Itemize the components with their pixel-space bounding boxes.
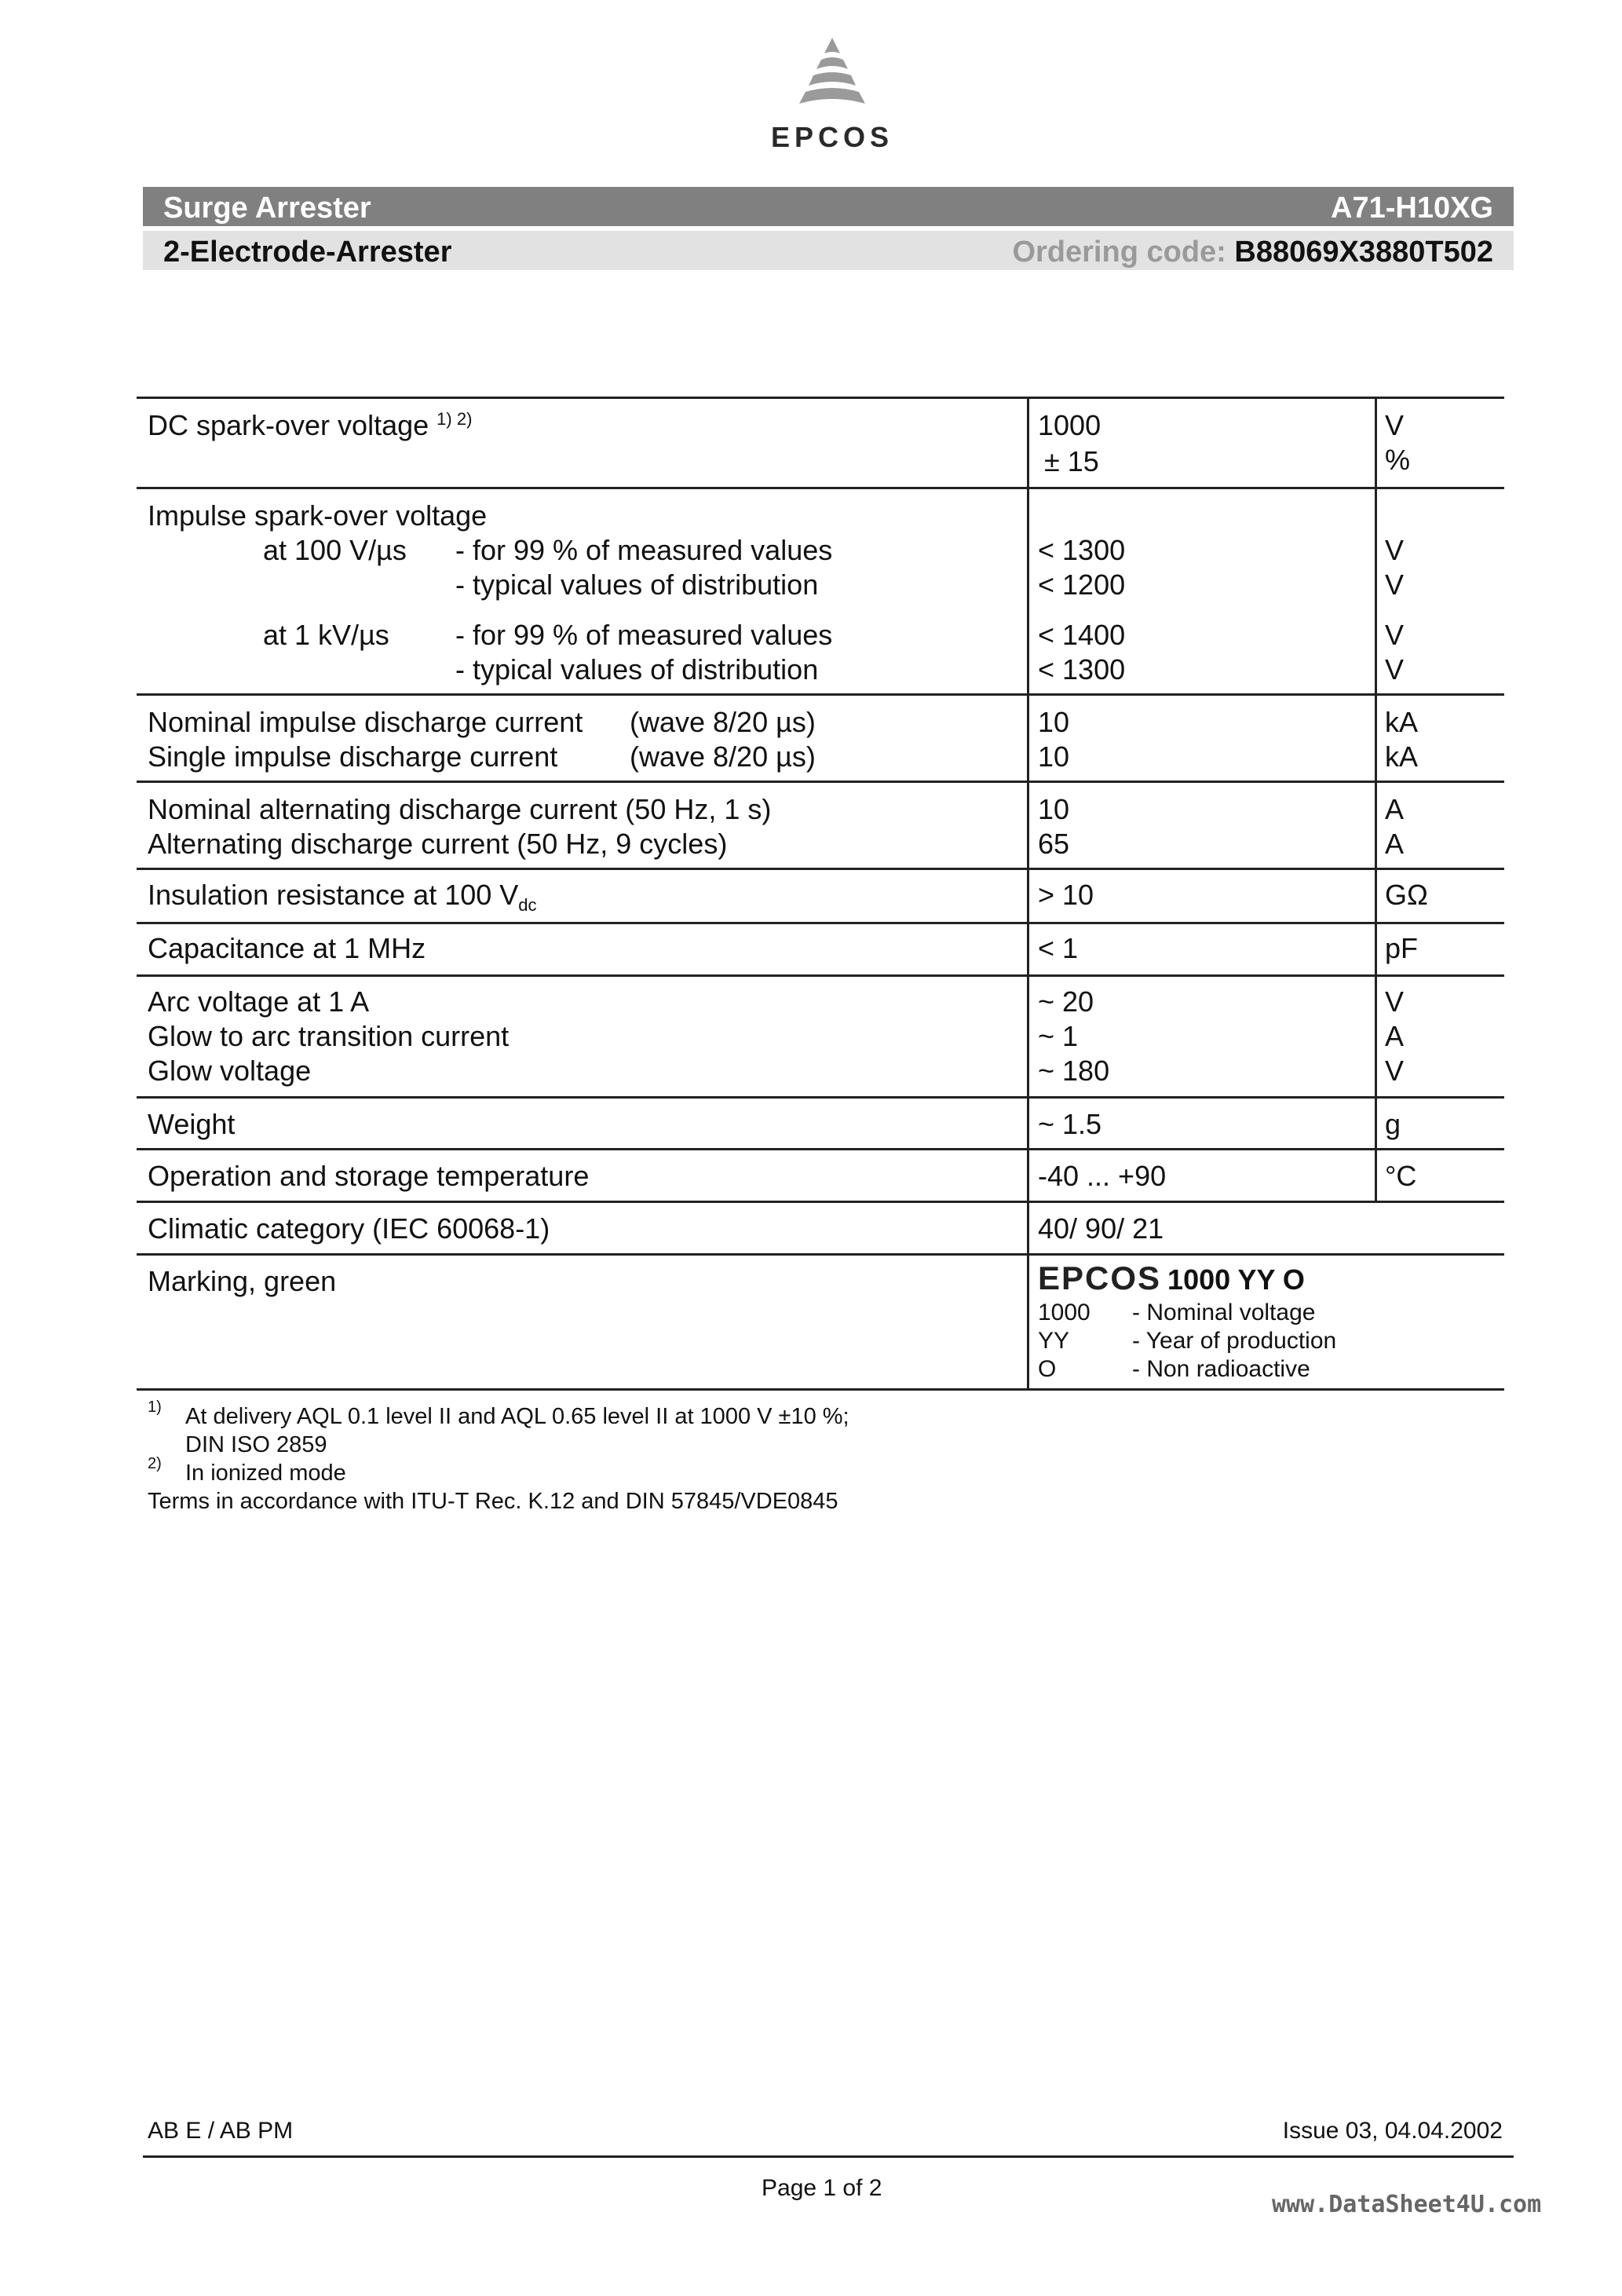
table-rule (137, 1096, 1504, 1099)
table-rule (137, 487, 1504, 489)
header-bar-title (143, 187, 1514, 226)
climatic-label: Climatic category (IEC 60068-1) (148, 1212, 550, 1245)
dc-spark-tolerance: ± 15 (1044, 445, 1099, 477)
terms-text: Terms in accordance with ITU-T Rec. K.12 and DIN 57845/VDE0845 (148, 1489, 838, 1514)
header-bar-subtitle (143, 231, 1514, 270)
table-rule (137, 693, 1504, 696)
footer-issue: Issue 03, 04.04.2002 (1282, 2118, 1503, 2144)
alt-unit: A (1385, 828, 1405, 860)
dc-spark-unit: V (1385, 409, 1405, 441)
page-number: Page 1 of 2 (762, 2175, 882, 2201)
impulse-unit: V (1385, 569, 1405, 601)
ordering-code-value: B88069X3880T502 (1234, 236, 1493, 269)
table-rule (137, 1253, 1504, 1256)
dc-spark-value: 1000 (1038, 409, 1101, 441)
table-column-divider (1375, 397, 1377, 1201)
single-impulse-unit: kA (1385, 740, 1419, 773)
impulse-value: < 1300 (1038, 653, 1126, 686)
table-rule (137, 397, 1504, 399)
nominal-impulse-wave: (wave 8/20 µs) (630, 706, 816, 738)
dc-spark-label: DC spark-over voltage $^{1) 2)}$ (148, 409, 473, 441)
marking-desc: - Year of production (1132, 1328, 1337, 1354)
footnote-2-mark: 2) (148, 1455, 162, 1472)
temperature-value: -40 ... +90 (1038, 1160, 1167, 1192)
footer-rule (143, 2155, 1514, 2158)
table-rule (137, 781, 1504, 783)
ordering-code-label: Ordering code: (1012, 236, 1226, 269)
weight-value: ~ 1.5 (1038, 1108, 1102, 1140)
arc-value: ~ 20 (1038, 985, 1094, 1018)
marking-desc: - Non radioactive (1132, 1356, 1310, 1382)
logo-text: EPCOS (770, 121, 894, 153)
capacitance-value: < 1 (1038, 932, 1079, 964)
impulse-cond-100: at 100 V/µs (263, 534, 407, 566)
table-rule (137, 1388, 1504, 1391)
nominal-alt-value: 10 (1038, 793, 1070, 825)
insulation-value: > 10 (1038, 879, 1094, 911)
arc-unit: V (1385, 985, 1405, 1018)
marking-key: O (1038, 1356, 1057, 1382)
impulse-unit: V (1385, 653, 1405, 686)
impulse-unit: V (1385, 619, 1405, 651)
single-impulse-label: Single impulse discharge current (148, 740, 558, 773)
impulse-value: < 1200 (1038, 569, 1126, 601)
marking-code (1038, 1261, 1305, 1297)
table-rule (137, 974, 1504, 977)
glow-label: Glow voltage (148, 1055, 312, 1087)
table-rule (137, 922, 1504, 924)
table-rule (137, 868, 1504, 870)
marking-desc: - Nominal voltage (1132, 1300, 1316, 1325)
glow-arc-label: Glow to arc transition current (148, 1020, 510, 1052)
impulse-desc: - for 99 % of measured values (455, 534, 833, 566)
glow-arc-unit: A (1385, 1020, 1405, 1052)
impulse-unit: V (1385, 534, 1405, 566)
impulse-desc: - for 99 % of measured values (455, 619, 833, 651)
climatic-value: 40/ 90/ 21 (1038, 1212, 1164, 1245)
weight-label: Weight (148, 1108, 236, 1140)
marking-key: YY (1038, 1328, 1070, 1354)
table-rule (137, 1201, 1504, 1203)
insulation-unit: GΩ (1385, 879, 1428, 911)
footnote-2-text: In ionized mode (185, 1461, 346, 1486)
nominal-impulse-label: Nominal impulse discharge current (148, 706, 583, 738)
footer-department: AB E / AB PM (148, 2118, 294, 2144)
impulse-label: Impulse spark-over voltage (148, 499, 488, 532)
nominal-impulse-value: 10 (1038, 706, 1070, 738)
impulse-cond-1k: at 1 kV/µs (263, 619, 389, 651)
ordering-code (1012, 236, 1493, 269)
impulse-value: < 1300 (1038, 534, 1126, 566)
impulse-desc: - typical values of distribution (455, 653, 819, 686)
single-impulse-wave: (wave 8/20 µs) (630, 740, 816, 773)
marking-logo: EPCOS (1038, 1260, 1162, 1296)
alt-value: 65 (1038, 828, 1070, 860)
nominal-alt-unit: A (1385, 793, 1405, 825)
nominal-impulse-unit: kA (1385, 706, 1419, 738)
marking-key: 1000 (1038, 1300, 1090, 1325)
footnote-1-mark: 1) (148, 1398, 162, 1416)
marking-label: Marking, green (148, 1265, 337, 1297)
product-type: Surge Arrester (163, 192, 371, 225)
temperature-unit: °C (1385, 1160, 1417, 1192)
glow-unit: V (1385, 1055, 1405, 1087)
glow-value: ~ 180 (1038, 1055, 1110, 1087)
temperature-label: Operation and storage temperature (148, 1160, 590, 1192)
insulation-label: Insulation resistance at 100 $V_{dc}$ (148, 879, 537, 916)
nominal-alt-label: Nominal alternating discharge current (50 Hz, 1 s) (148, 793, 772, 825)
capacitance-label: Capacitance at 1 MHz (148, 932, 426, 964)
dc-spark-unit-percent: % (1385, 444, 1411, 476)
alt-label: Alternating discharge current (50 Hz, 9 cycles) (148, 828, 728, 860)
epcos-logo (754, 36, 911, 162)
watermark: www.DataSheet4U.com (1272, 2191, 1542, 2218)
marking-code-text: 1000 YY O (1167, 1263, 1305, 1296)
footnote-1-text: At delivery AQL 0.1 level II and AQL 0.65 level II at 1000 V ±10 %; (185, 1404, 849, 1429)
table-rule (137, 1148, 1504, 1150)
model-number: A71-H10XG (1331, 192, 1493, 225)
impulse-value: < 1400 (1038, 619, 1126, 651)
impulse-desc: - typical values of distribution (455, 569, 819, 601)
table-column-divider (1027, 397, 1029, 1388)
footnote-1-text-cont: DIN ISO 2859 (185, 1432, 327, 1457)
single-impulse-value: 10 (1038, 740, 1070, 773)
weight-unit: g (1385, 1108, 1401, 1140)
glow-arc-value: ~ 1 (1038, 1020, 1079, 1052)
product-subtitle: 2-Electrode-Arrester (163, 236, 452, 269)
capacitance-unit: pF (1385, 932, 1419, 964)
arc-label: Arc voltage at 1 A (148, 985, 370, 1018)
epcos-pyramid-icon (777, 36, 887, 122)
